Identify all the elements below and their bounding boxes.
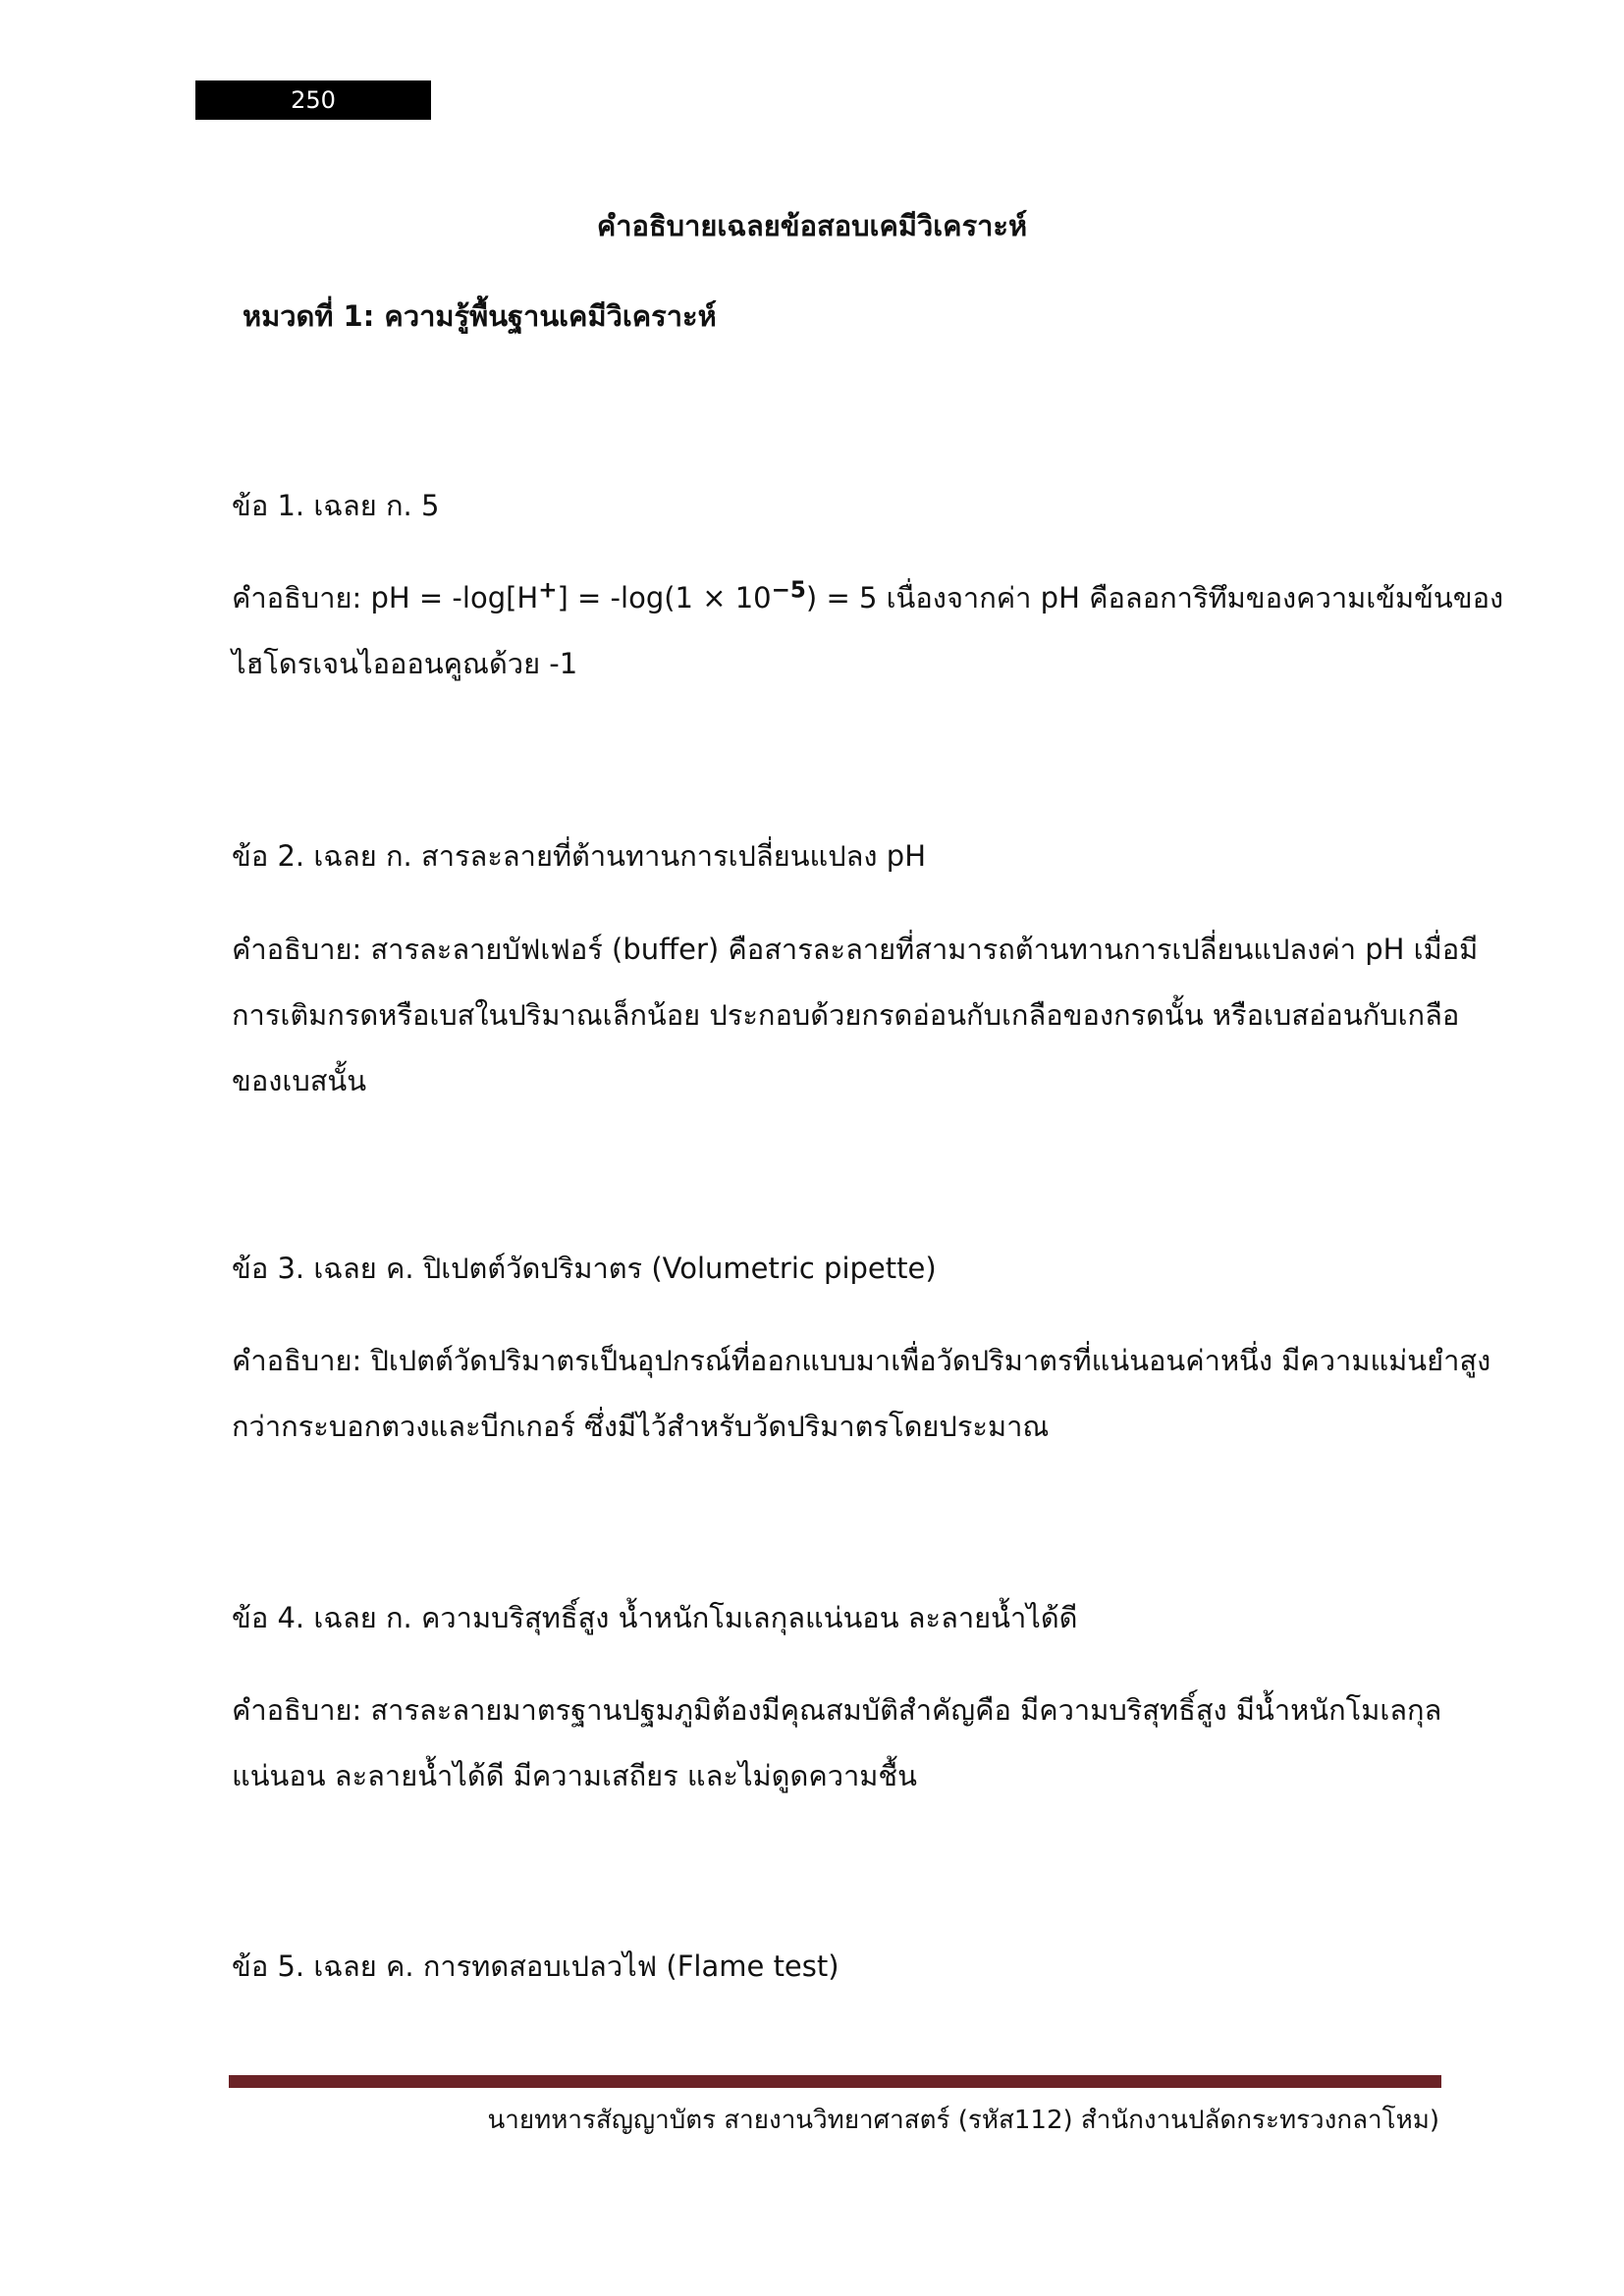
page-number-bar <box>195 80 431 120</box>
q4-explanation-line-2: แน่นอน ละลายน้ำได้ดี มีความเสถียร และไม่ดูดความชื้น <box>232 1759 917 1792</box>
q1-explanation-line-1 <box>232 578 1503 617</box>
q2-answer: ข้อ 2. เฉลย ก. สารละลายที่ต้านทานการเปลี่ยนแปลง pH <box>232 839 927 873</box>
document-title: คำอธิบายเฉลยข้อสอบเคมีวิเคราะห์ <box>596 209 1028 242</box>
q3-explanation-line-1: คำอธิบาย: ปิเปตต์วัดปริมาตรเป็นอุปกรณ์ที่ออกแบบมาเพื่อวัดปริมาตรที่แน่นอนค่าหนึ่ง มีความแม่นยำสูง <box>232 1344 1491 1377</box>
q5-answer: ข้อ 5. เฉลย ค. การทดสอบเปลวไฟ (Flame test) <box>232 1949 839 1983</box>
q4-answer: ข้อ 4. เฉลย ก. ความบริสุทธิ์สูง น้ำหนักโมเลกุลแน่นอน ละลายน้ำได้ดี <box>232 1601 1078 1634</box>
q1-explanation-line-2: ไฮโดรเจนไอออนคูณด้วย -1 <box>232 647 578 680</box>
q4-explanation-line-1: คำอธิบาย: สารละลายมาตรฐานปฐมภูมิต้องมีคุณสมบัติสำคัญคือ มีความบริสุทธิ์สูง มีน้ำหนักโมเลกุล <box>232 1693 1442 1727</box>
q1-exp-part3: ) = 5 เนื่องจากค่า pH คือลอการิทึมของความเข้มข้นของ <box>805 581 1504 614</box>
footer-rule <box>229 2075 1441 2088</box>
page-number: 250 <box>291 86 336 114</box>
q1-exp-part1: คำอธิบาย: pH = -log[H <box>232 581 539 614</box>
q1-exp-part2: ] = -log(1 × 10 <box>557 581 772 614</box>
q1-exp-sup2: −5 <box>771 577 806 604</box>
q3-explanation-line-2: กว่ากระบอกตวงและบีกเกอร์ ซึ่งมีไว้สำหรับวัดปริมาตรโดยประมาณ <box>232 1410 1050 1443</box>
q2-explanation-line-2: การเติมกรดหรือเบสในปริมาณเล็กน้อย ประกอบด้วยกรดอ่อนกับเกลือของกรดนั้น หรือเบสอ่อนกับเกลือ <box>232 998 1460 1032</box>
section-title: หมวดที่ 1: ความรู้พื้นฐานเคมีวิเคราะห์ <box>243 299 717 333</box>
q1-exp-sup1: + <box>538 577 558 604</box>
q2-explanation-line-3: ของเบสนั้น <box>232 1064 367 1097</box>
q2-explanation-line-1: คำอธิบาย: สารละลายบัฟเฟอร์ (buffer) คือสารละลายที่สามารถต้านทานการเปลี่ยนแปลงค่า pH เมื่อมี <box>232 933 1479 966</box>
q1-answer: ข้อ 1. เฉลย ก. 5 <box>232 489 440 522</box>
footer-text: นายทหารสัญญาบัตร สายงานวิทยาศาสตร์ (รหัส112) สำนักงานปลัดกระทรวงกลาโหม) <box>487 2106 1439 2135</box>
q3-answer: ข้อ 3. เฉลย ค. ปิเปตต์วัดปริมาตร (Volumetric pipette) <box>232 1252 937 1285</box>
